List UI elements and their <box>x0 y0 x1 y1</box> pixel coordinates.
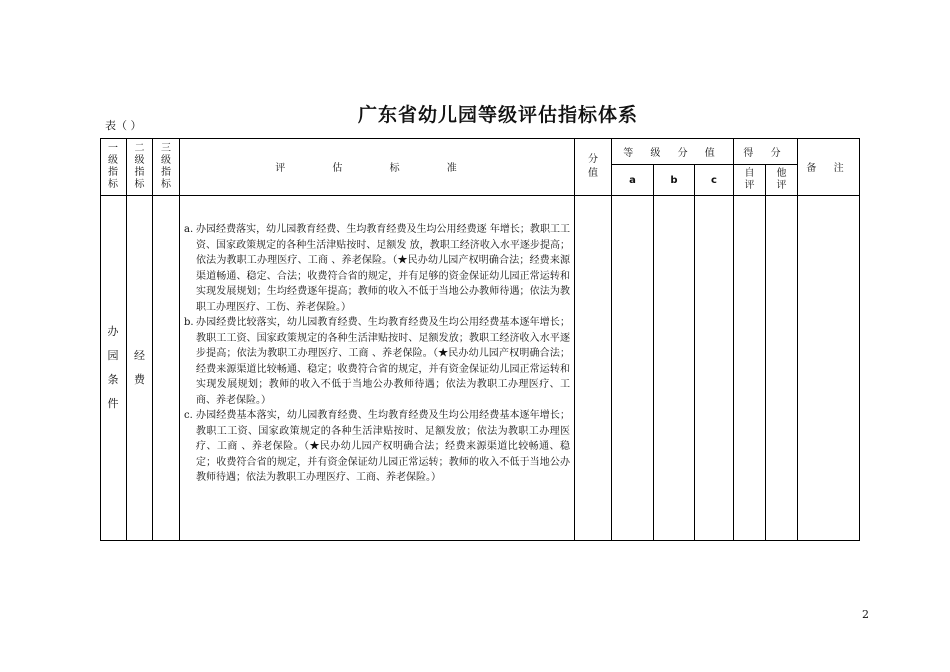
header-grade-values: 等 级 分 值 <box>612 138 734 165</box>
header-criteria: 评 估 标 准 <box>180 138 575 196</box>
table-label: 表（ ） <box>105 119 142 132</box>
header-level3: 三级指标 <box>153 138 180 196</box>
header-grade-a: a <box>612 165 654 196</box>
header-obtained: 得 分 <box>734 138 798 165</box>
header-self-eval: 自评 <box>734 165 766 196</box>
score-cell <box>575 196 612 541</box>
document-title: 广东省幼儿园等级评估指标体系 <box>358 104 639 126</box>
page-number: 2 <box>862 608 869 621</box>
criteria-item-b: b. 办园经费比较落实，幼儿园教育经费、生均教育经费及生均公用经费基本逐年增长；教职工工资、国家政策规定的各种生活津贴按时、足额发放；教职工经济收入水平逐步提高；依法为教职工办理医疗、工商 、养老保险。（★民办幼儿园产权明确合法；经费来源渠道比较畅通、稳定；收费符合省的规定，并有资金保证幼儿园正常运转和实现发展规划；教师的收入不低于当地公办教师待遇；依法为教职工办理医疗、工商、养老保险。） <box>184 317 570 406</box>
criteria-cell <box>180 196 575 541</box>
level3-cell <box>153 196 180 541</box>
self-eval-cell <box>734 196 766 541</box>
grade-c-cell <box>695 196 734 541</box>
level2-cell: 经费 <box>127 196 153 541</box>
criteria-item-c: c. 办园经费基本落实，幼儿园教育经费、生均教育经费及生均公用经费基本逐年增长；教职工工资、国家政策规定的各种生活津贴按时、足额发放；依法为教职工办理医疗、工商 、养老保险。（★民办幼儿园产权明确合法；经费来源渠道比较畅通、稳定；收费符合省的规定，并有资金保证幼儿园正常运转；教师的收入不低于当地公办教师待遇；依法为教职工办理医疗、工商、养老保险。） <box>184 410 570 483</box>
criteria-item-a: a. 办园经费落实，幼儿园教育经费、生均教育经费及生均公用经费逐 年增长；教职工工资、国家政策规定的各种生活津贴按时、足额发 放，教职工经济收入水平逐步提高；依法为教职工办理医疗、工商 、养老保险。（★民办幼儿园产权明确合法；经费来源渠道畅通、稳定、合法；收费符合省的规定，并有足够的资金保证幼儿园正常运转和实现发展规划；生均经费逐年提高；教师的收入不低于当地公办教师待遇；依法为教职工办理医疗、工伤、养老保险。） <box>184 224 570 313</box>
header-remarks: 备 注 <box>798 138 860 196</box>
level1-cell: 办园条件 <box>100 196 127 541</box>
header-grade-c: c <box>695 165 734 196</box>
remarks-cell <box>798 196 860 541</box>
header-other-eval: 他评 <box>766 165 798 196</box>
grade-b-cell <box>654 196 695 541</box>
evaluation-table <box>100 138 860 541</box>
header-level2: 二级指标 <box>127 138 153 196</box>
header-grade-b: b <box>654 165 695 196</box>
other-eval-cell <box>766 196 798 541</box>
header-level1: 一级指标 <box>100 138 127 196</box>
grade-a-cell <box>612 196 654 541</box>
header-score: 分值 <box>575 138 612 196</box>
